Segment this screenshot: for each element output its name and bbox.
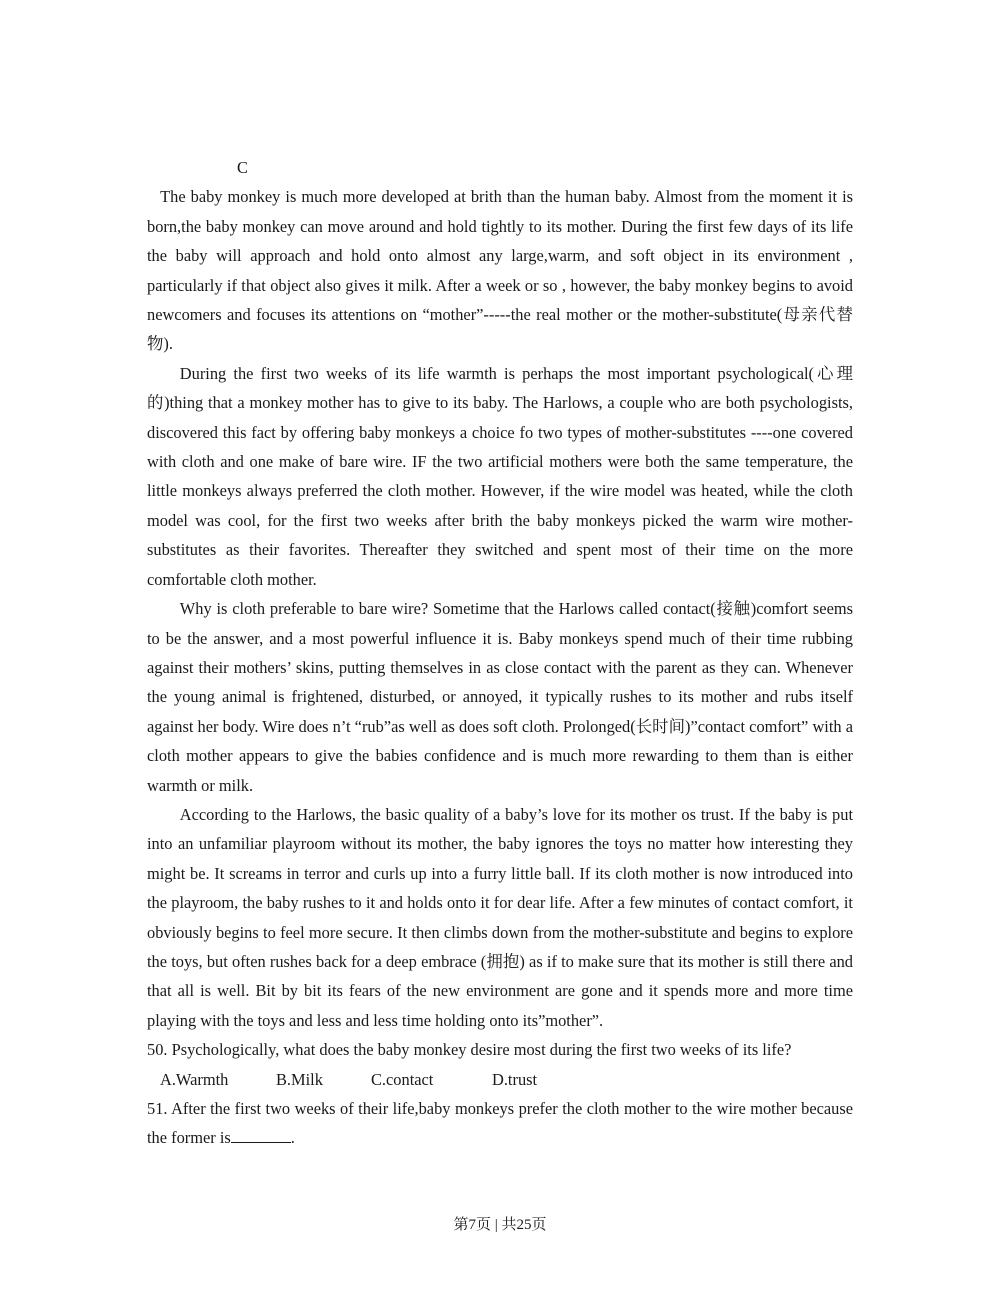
page-footer: 第7页 | 共25页 — [453, 1217, 547, 1233]
question-51-end: . — [290, 1128, 295, 1148]
passage-paragraph-2: During the first two weeks of its life warmth is perhaps the most important psychological(心理的)thing that a monkey mother has to give to its baby. The Harlows, a couple who are both psychologists, discovered this fact by offering baby monkeys a choice fo two types of mother-substitutes ----one covered with cloth and one make of bare wire. IF the two artificial mothers were both the same temperature, the little monkeys always preferred the cloth mother. However, if the wire model was heated, while the cloth model was cool, for the first two weeks after brith the baby monkeys picked the warm wire mother-substitutes as their favorites. Thereafter they switched and spent most of their time on the more comfortable cloth mother. — [147, 363, 853, 589]
option-b: B.Milk — [276, 1069, 323, 1089]
question-51 — [147, 1094, 853, 1153]
question-50: 50. Psychologically, what does the baby monkey desire most during the first two weeks of its life? — [147, 1040, 792, 1060]
question-51-text: 51. After the first two weeks of their life,baby monkeys prefer the cloth mother to the wire mother because the former is — [147, 1099, 853, 1148]
passage-paragraph-4: According to the Harlows, the basic quality of a baby’s love for its mother os trust. If the baby is put into an unfamiliar playroom without its mother, the baby ignores the toys no matter how interesting they might be. It screams in terror and curls up into a furry little ball. If its cloth mother is now introduced into the playroom, the baby rushes to it and holds onto it for dear life. After a few minutes of contact comfort, it obviously begins to feel more secure. It then climbs down from the mother-substitute and begins to explore the toys, but often rushes back for a deep embrace (拥抱) as if to make sure that its mother is still there and that all is well. Bit by bit its fears of the new environment are gone and it spends more and more time playing with the toys and less and less time holding onto its”mother”. — [147, 804, 853, 1030]
option-c: C.contact — [371, 1069, 434, 1089]
passage-content — [147, 153, 853, 1153]
passage-paragraph-1: The baby monkey is much more developed at brith than the human baby. Almost from the moment it is born,the baby monkey can move around and hold tightly to its mother. During the first few days of its life the baby will approach and hold onto almost any large,warm, and soft object in its environment , particularly if that object also gives it milk. After a week or so , however, the baby monkey begins to avoid newcomers and focuses its attentions on “mother”-----the real mother or the mother-substitute(母亲代替物). — [147, 187, 853, 354]
answer-blank — [231, 1128, 291, 1143]
passage-paragraph-3: Why is cloth preferable to bare wire? Sometime that the Harlows called contact(接触)comfort seems to be the answer, and a most powerful influence it is. Baby monkeys spend much of their time rubbing against their mothers’ skins, putting themselves in as close contact with the parent as they can. Whenever the young animal is frightened, disturbed, or annoyed, it typically rushes to its mother and rubs itself against her body. Wire does n’t “rub”as well as does soft cloth. Prolonged(长时间)”contact comfort” with a cloth mother appears to give the babies confidence and is much more rewarding to them than is either warmth or milk. — [147, 599, 853, 795]
question-50-options — [147, 1065, 853, 1094]
option-d: D.trust — [492, 1069, 538, 1089]
option-a: A.Warmth — [160, 1069, 229, 1089]
section-letter: C — [237, 158, 248, 177]
